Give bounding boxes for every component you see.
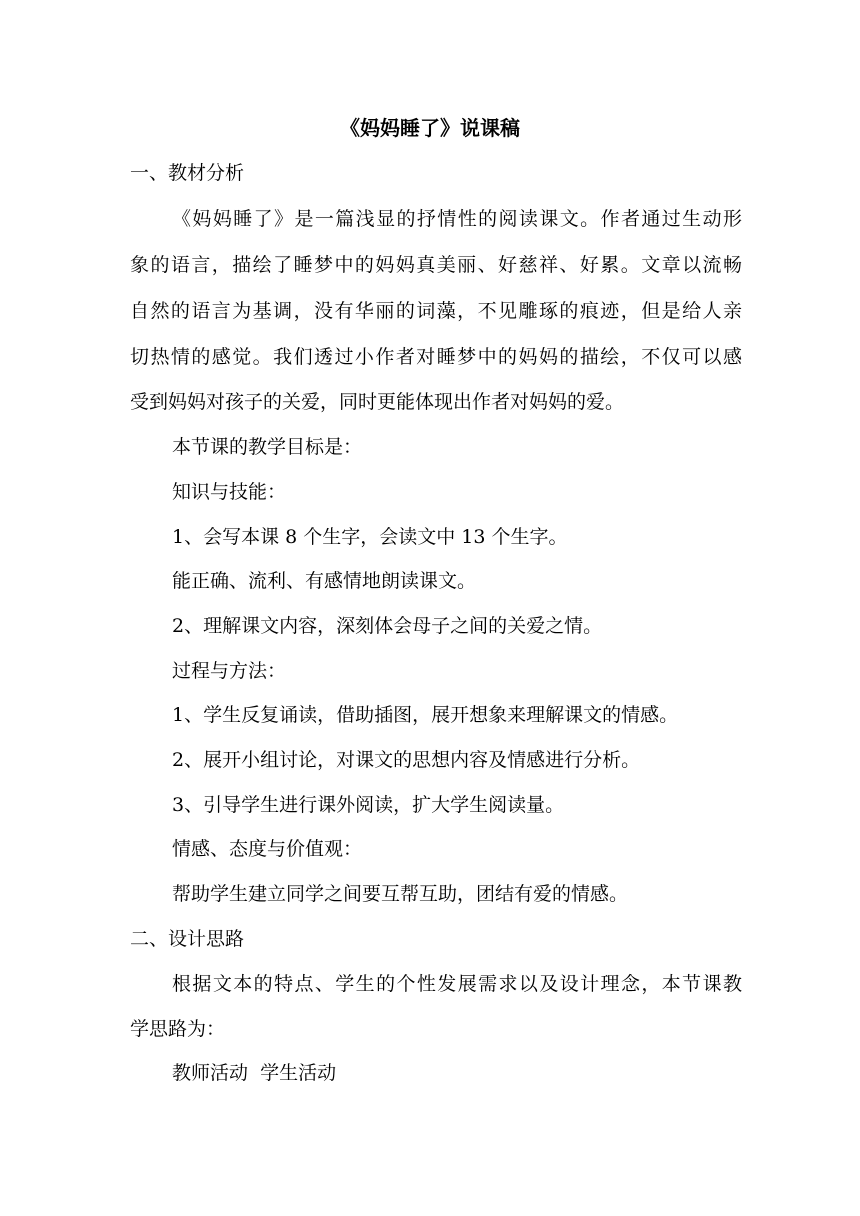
process-item: 2、展开小组讨论，对课文的思想内容及情感进行分析。 xyxy=(172,749,641,771)
process-item: 1、学生反复诵读，借助插图，展开想象来理解课文的情感。 xyxy=(172,704,679,726)
section-heading-2: 二、设计思路 xyxy=(130,928,245,950)
goals-intro: 本节课的教学目标是： xyxy=(172,436,363,458)
paragraph-line: 根据文本的特点、学生的个性发展需求以及设计理念，本节课教 xyxy=(172,973,742,995)
emotion-heading: 情感、态度与价值观： xyxy=(172,838,363,860)
document-title: 《妈妈睡了》说课稿 xyxy=(340,116,520,140)
paragraph-line: 受到妈妈对孩子的关爱，同时更能体现出作者对妈妈的爱。 xyxy=(130,391,625,413)
knowledge-item: 2、理解课文内容，深刻体会母子之间的关爱之情。 xyxy=(172,615,603,637)
paragraph-line: 学思路为： xyxy=(130,1018,226,1040)
table-header: 教师活动 学生活动 xyxy=(172,1062,337,1084)
section-heading-1: 一、教材分析 xyxy=(130,162,245,184)
paragraph-line: 《妈妈睡了》是一篇浅显的抒情性的阅读课文。作者通过生动形 xyxy=(172,208,742,230)
emotion-item: 帮助学生建立同学之间要互帮互助，团结有爱的情感。 xyxy=(172,883,629,905)
knowledge-heading: 知识与技能： xyxy=(172,481,287,503)
process-item: 3、引导学生进行课外阅读，扩大学生阅读量。 xyxy=(172,794,565,816)
process-heading: 过程与方法： xyxy=(172,660,287,682)
paragraph-line: 自然的语言为基调，没有华丽的词藻，不见雕琢的痕迹，但是给人亲 xyxy=(130,300,742,322)
paragraph-line: 切热情的感觉。我们透过小作者对睡梦中的妈妈的描绘，不仅可以感 xyxy=(130,346,742,368)
knowledge-item: 1、会写本课 8 个生字，会读文中 13 个生字。 xyxy=(172,526,568,548)
knowledge-item: 能正确、流利、有感情地朗读课文。 xyxy=(172,570,477,592)
paragraph-line: 象的语言，描绘了睡梦中的妈妈真美丽、好慈祥、好累。文章以流畅 xyxy=(130,254,742,276)
